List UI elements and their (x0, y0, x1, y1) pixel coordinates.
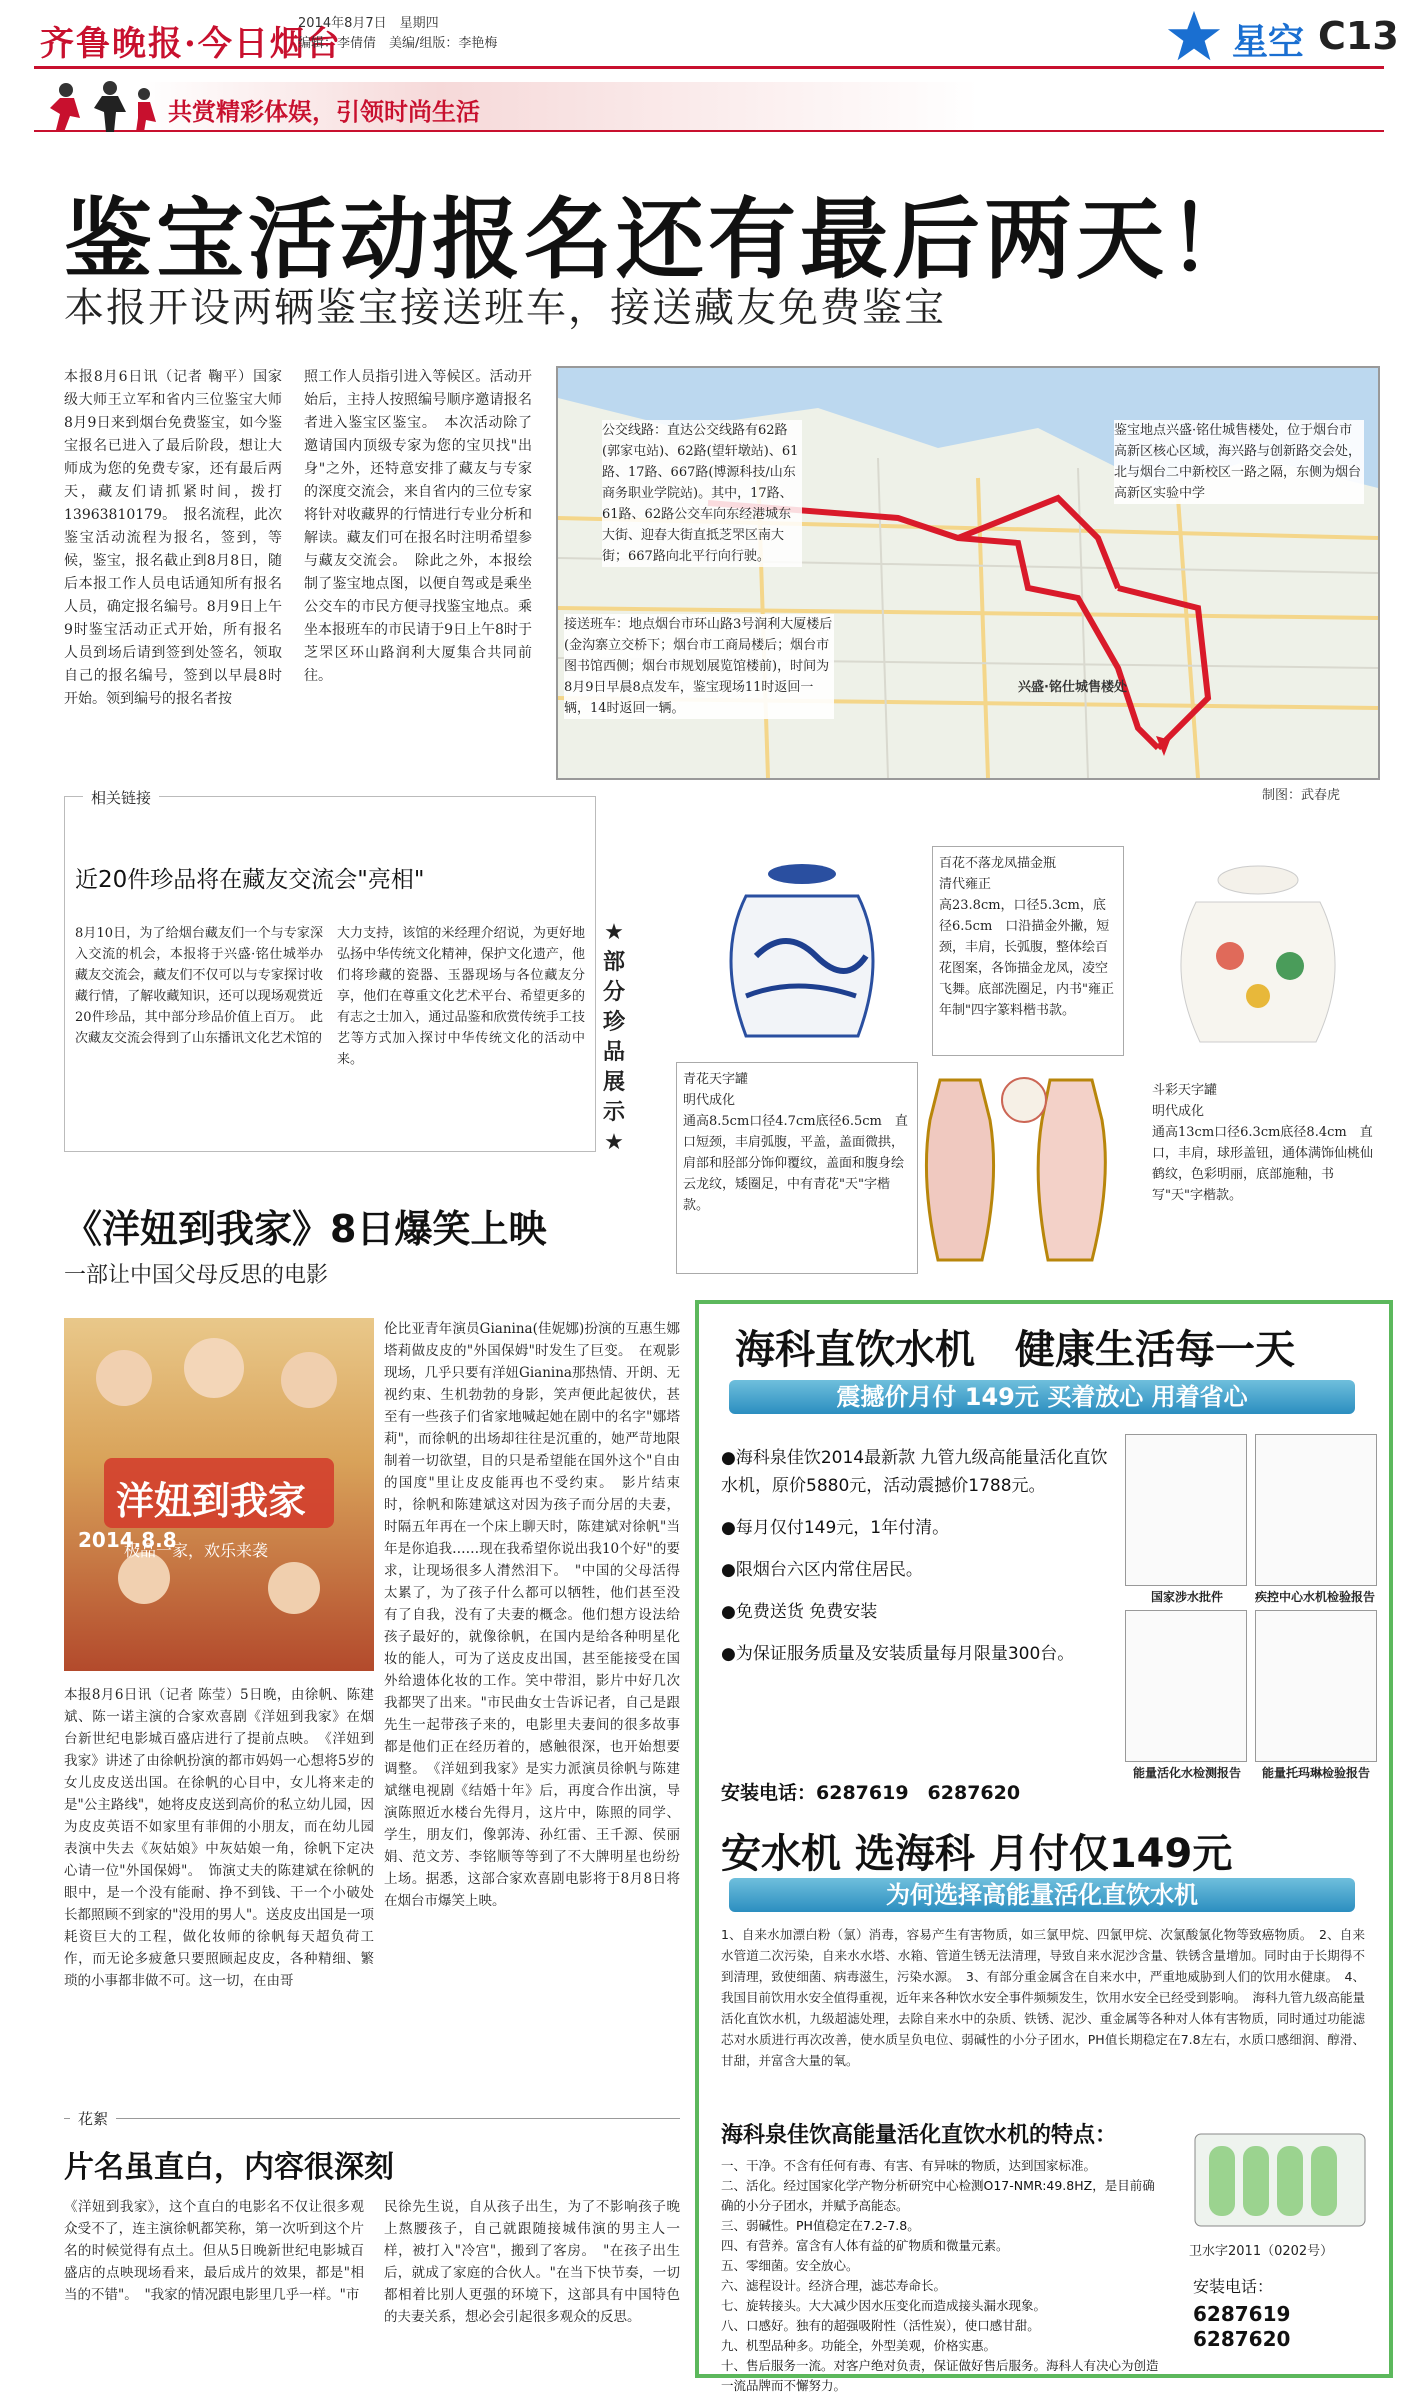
vase-2-name: 青花天字罐 (683, 1072, 749, 1087)
blue-white-jar-image (676, 846, 928, 1056)
vase-1-period: 清代雍正 (939, 877, 992, 892)
movie-column-1: 本报8月6日讯（记者 陈莹）5日晚，由徐帆、陈建斌、陈一诺主演的合家欢喜剧《洋妞到我家》在烟台新世纪电影城百盛店进行了提前点映。 《洋妞到我家》讲述了由徐帆扮演的都市妈妈一心想将5岁的女儿皮皮送出国。在徐帆的心目中，女儿将来走的是"公主路线"，她将皮皮送到高价的私立幼儿园，因为皮皮英语不如家里有菲佣的小朋友，而在幼儿园表演中失去《灰姑娘》中灰姑娘一角，徐帆下定决心请一位"外国保姆"。 饰演丈夫的陈建斌在徐帆的眼中，是一个没有能耐、挣不到钱、干一个小破处长都照顾不到家的"没用的男人"。送皮皮出国是一项耗资巨大的工程，做化妆师的徐帆每天超负荷工作，而无论多疲惫只要照顾起皮皮，各种精细、繁琐的小事都非做不可。这一切，在由哥 (64, 1687, 374, 1989)
lead-column-2: 照工作人员指引进入等候区。活动开始后，主持人按照编号顺序邀请报名者进入鉴宝区鉴宝。 本次活动除了邀请国内顶级专家为您的宝贝找"出身"之外，还特意安排了藏友与专家的深度交流会，来自省内的三位专家将针对收藏界的行情进行专业分析和解读。藏友们可在报名时注明希望参与藏友交流会。 除此之外，本报绘制了鉴宝地点图，以便自驾或是乘坐公交车的市民方便寻找鉴宝地点。乘坐本报班车的市民请于9日上午8时于芝罘区环山路润利大厦集合共同前往。 (304, 369, 532, 684)
ad-features-title: 海科泉佳饮高能量活化直饮水机的特点： (721, 2123, 1118, 2148)
related-tag: 相关链接 (83, 787, 159, 808)
certificate-1-image (1125, 1434, 1247, 1586)
ad-features-list (721, 2156, 1161, 2396)
vase-3-period: 明代成化 (1152, 1104, 1205, 1119)
date-line: 2014年8月7日 星期四 (298, 16, 439, 31)
vase-1-text: 高23.8cm，口径5.3cm，底径6.5cm 口沿描金外撇，短颈，丰肩，长弧腹，整体绘百花图案，各饰描金龙凤，凌空飞舞。底部洗圈足，内书"雍正年制"四字篆料楷书款。 (939, 898, 1114, 1018)
ad-license: 卫水字2011（0202号） (1189, 2244, 1334, 2259)
ad-feature-4: 四、有营养。富含有人体有益的矿物质和微量元素。 (721, 2238, 1009, 2253)
vase-3-text: 通高13cm口径6.3cm底径8.4cm 直口，丰肩，球形盖钮，通体满饰仙桃仙鹤纹，色彩明丽，底部施釉，书写"天"字楷款。 (1152, 1125, 1374, 1203)
certificate-4-image (1255, 1610, 1377, 1762)
doucai-jar-image (1130, 846, 1385, 1056)
ad-phone-1: 安装电话：6287619 6287620 (721, 1782, 1021, 1804)
ad-title-2: 安水机 选海科 月付仅149元 (721, 1831, 1233, 1877)
ad-feature-5: 五、零细菌。安全放心。 (721, 2258, 859, 2273)
banner-slogan: 共赏精彩体娱，引领时尚生活 (168, 98, 480, 126)
vase-2-caption (677, 1063, 917, 1222)
certificate-3-label: 能量活化水检测报告 (1132, 1766, 1241, 1780)
venue-map (556, 366, 1380, 780)
ad-bullets (721, 1444, 1121, 1668)
ad-reasons: 1、自来水加漂白粉（氯）消毒，容易产生有害物质，如三氯甲烷、四氯甲烷、次氯酸氯化物等致癌物质。 2、自来水管道二次污染，自来水水塔、水箱、管道生锈无法清理，导致自来水泥沙含量、铁锈含量增加。同时由于长期得不到清理，致使细菌、病毒滋生，污染水源。 3、有部分重金属含在自来水中，严重地威胁到人们的饮用水健康。 4、我国目前饮用水安全值得重视，近年来各种饮水安全事件频频发生，饮用水安全已经受到影响。 海科九管九级高能量活化直饮水机，九级超滤处理，去除自来水中的杂质、铁锈、泥沙、重金属等各种对人体有害物质，同时通过功能滤芯对水质进行再次改善，使水质呈负电位、弱碱性的小分子团水，PH值长期稳定在7.8左右，水质口感细润、醇滑、甘甜，并富含大量的氧。 (721, 1927, 1365, 2068)
trivia-tag: 花絮 (70, 2108, 116, 2129)
movie-headline: 《洋妞到我家》8日爆笑上映 (64, 1207, 547, 1251)
performers-icon (40, 78, 160, 134)
certificate-2-label: 疾控中心水机检验报告 (1254, 1590, 1375, 1604)
section-name: 星空 (1232, 22, 1305, 63)
trivia-headline: 片名虽直白，内容很深刻 (64, 2150, 394, 2185)
exhibit-vertical-label: ★部分珍品展示★ (602, 920, 625, 1155)
ad-bullet-5: ●为保证服务质量及安装质量每月限量300台。 (721, 1644, 1075, 1664)
ad-feature-7: 七、旋转接头。大大减少因水压变化而造成接头漏水现象。 (721, 2298, 1047, 2313)
related-column-2: 大力支持，该馆的米经理介绍说，为更好地弘扬中华传统文化精神，保护文化遗产，他们将珍藏的瓷器、玉器现场与各位藏友分享，他们在尊重文化艺术平台、希望更多的有志之士加入，通过品鉴和欣赏传统手工技艺等方式加入探讨中华传统文化的活动中来。 (337, 926, 585, 1067)
related-column-1: 8月10日，为了给烟台藏友们一个与专家深入交流的机会，本报将于兴盛·铭仕城举办藏友交流会，藏友们不仅可以与专家探讨收藏行情，了解收藏知识，还可以现场观赏近20件珍品，其中部分珍品价值上百万。 此次藏友交流会得到了山东播讯文化艺术馆的 (75, 926, 323, 1046)
ad-title: 海科直饮水机 健康生活每一天 (735, 1327, 1295, 1373)
vase-caption-box-3 (1152, 1080, 1384, 1206)
editors-line: 编辑：李倩倩 美编/组版：李艳梅 (298, 36, 498, 51)
certificate-1-label: 国家涉水批件 (1150, 1590, 1223, 1604)
gilded-vases-image (920, 1060, 1128, 1272)
ad-phone-2: 6287619 6287620 (1193, 2302, 1311, 2351)
map-shuttle-note: 接送班车：地点烟台市环山路3号润利大厦楼后(金沟寨立交桥下；烟台市工商局楼后；烟台市图书馆西侧；烟台市规划展览馆楼前)，时间为8月9日早晨8点发车，鉴宝现场11时返回一辆，14时返回一辆。 (564, 614, 834, 719)
ad-feature-2: 二、活化。经过国家化学产物分析研究中心检测O17-NMR:49.8HZ，是目前确确的小分子团水，并赋予高能态。 (721, 2178, 1155, 2213)
lead-column-1: 本报8月6日讯（记者 鞠平）国家级大师王立军和省内三位鉴宝大师8月9日来到烟台免费鉴宝，如今鉴宝报名已进入了最后阶段，想让大师成为您的免费专家，还有最后两天，藏友们请抓紧时间，拨打13963810179。 报名流程，此次鉴宝活动流程为报名，签到，等候，鉴宝，报名截止到8月8日，随后本报工作人员电话通知所有报名人员，确定报名编号。8月9日上午9时鉴宝活动正式开始，所有报名人员到场后请到签到处签名，领取自己的报名编号，签到以早晨8时开始。领到编号的报名者按 (64, 369, 282, 707)
related-link-box (64, 789, 596, 1152)
movie-poster-image (64, 1318, 374, 1671)
vase-2-period: 明代成化 (683, 1093, 736, 1108)
certificate-2-image (1255, 1434, 1377, 1586)
ad-feature-1: 一、干净。不含有任何有毒、有害、有异味的物质，达到国家标准。 (721, 2158, 1097, 2173)
ad-feature-3: 三、弱碱性。PH值稳定在7.2-7.8。 (721, 2218, 920, 2233)
ad-bullet-1: ●海科泉佳饮2014最新款 九管九级高能量活化直饮水机，原价5880元，活动震撼价1788元。 (721, 1448, 1108, 1496)
paper-logo: 齐鲁晚报·今日烟台 (40, 24, 342, 64)
ad-bullet-2: ●每月仅付149元，1年付清。 (721, 1518, 950, 1538)
ad-bullet-3: ●限烟台六区内常住居民。 (721, 1560, 923, 1580)
ad-feature-10: 十、售后服务一流。对客户绝对负责，保证做好售后服务。海科人有决心为创造一流品牌而不懈努力。 (721, 2358, 1159, 2393)
trivia-rule (64, 2118, 680, 2119)
map-bus-note: 公交线路：直达公交线路有62路(郭家屯站)、62路(望轩墩站)、61路、17路、667路(博源科技/山东商务职业学院站)。其中，17路、61路、62路公交车向东经港城东大街、迎春大街直抵芝罘区南大街；667路向北平行向行驶。 (602, 420, 802, 567)
related-title: 近20件珍品将在藏友交流会"亮相" (75, 867, 425, 893)
issue-meta (298, 14, 497, 54)
movie-column-2: 伦比亚青年演员Gianina(佳妮娜)扮演的互惠生娜塔莉做皮皮的"外国保姆"时发生了巨变。 在观影现场，几乎只要有洋妞Gianina那热情、开朗、无视约束、生机勃勃的身影，笑声便此起彼伏，甚至有一些孩子们省家地喊起她在剧中的名字"娜塔莉"，而徐帆的出场却往往是沉重的，她严苛地限制着一切欲望，目的只是希望能在国外这个"自由的国度"里让皮皮能再也不受约束。 影片结束时，徐帆和陈建斌这对因为孩子而分居的夫妻，时隔五年再在一个床上聊天时，陈建斌对徐帆"当年是你追我……现在我希望你说出我10个好"的要求，让现场很多人潸然泪下。 "中国的父母活得太累了，为了孩子什么都可以牺牲，他们甚至没有了自我，没有了夫妻的概念。他们想方设法给孩子最好的，就像徐帆，在国内是给各种明星化妆的能人，可为了送皮皮出国，甚至能接受在国外给遗体化妆的工作。笑中带泪，影片中好几次我都哭了出来。"市民曲女士告诉记者，自己是跟先生一起带孩子来的，电影里夫妻间的很多故事都是他们正在经历着的，感触很深，也开始想要调整。 《洋妞到我家》是实力派演员徐帆与陈建斌继电视剧《结婚十年》后，再度合作出演，导演陈照近水楼台先得月，这片中，陈照的同学、学生，朋友们，像郭涛、孙红雷、王千源、侯丽娟、范文芳、李铭顺等等到了不大牌明星也纷纷上场。据悉，这部合家欢喜剧电影将于8月8日将在烟台市爆笑上映。 (384, 1321, 680, 1909)
lead-subhead: 本报开设两辆鉴宝接送班车，接送藏友免费鉴宝 (64, 285, 946, 331)
poster-date: 2014.8.8 (78, 1528, 177, 1552)
page-number: C13 (1318, 14, 1399, 58)
ad-feature-8: 八、口感好。独有的超强吸附性（活性炭），使口感甘甜。 (721, 2318, 1040, 2333)
ad-reason-bar: 为何选择高能量活化直饮水机 (729, 1878, 1355, 1912)
trivia-column-1: 《洋妞到我家》，这个直白的电影名不仅让很多观众受不了，连主演徐帆都笑称，第一次听到这个片名的时候觉得有点土。但从5日晚新世纪电影城百盛店的点映现场看来，最后成片的效果，都是"相当的不错"。 "我家的情况跟电影里几乎一样。"市 (64, 2199, 364, 2303)
movie-subheadline: 一部让中国父母反思的电影 (64, 1263, 329, 1288)
ad-phone-2-label: 安装电话： (1193, 2277, 1274, 2296)
trivia-column-2: 民徐先生说，自从孩子出生，为了不影响孩子晚上熬腰孩子，自己就跟随接城伟演的男主人一样，被打入"冷宫"，搬到了客房。 "在孩子出生后，就成了家庭的合伙人。"在当下快节奏，一切都相着比别人更强的环境下，这部具有中国特色的夫妻关系，想必会引起很多观众的反思。 (384, 2199, 680, 2325)
ad-feature-9: 九、机型品种多。功能全，外型美观，价格实惠。 (721, 2338, 997, 2353)
water-purifier-ad (695, 1300, 1393, 2393)
map-site-note: 鉴宝地点兴盛·铭仕城售楼处，位于烟台市高新区核心区域，海兴路与创新路交会处，北与烟台二中新校区一路之隔，东侧为烟台高新区实验中学 (1114, 420, 1364, 504)
map-place-label: 兴盛·铭仕城售楼处 (1018, 680, 1127, 695)
vase-2-text: 通高8.5cm口径4.7cm底径6.5cm 直口短颈，丰肩弧腹，平盖，盖面微拱，肩部和胫部分饰仰覆纹，盖面和腹身绘云龙纹，矮圈足，中有青花"天"字楷款。 (683, 1114, 908, 1213)
purifier-product-image (1185, 2124, 1375, 2234)
vase-3-name: 斗彩天字罐 (1152, 1083, 1218, 1098)
lead-headline: 鉴宝活动报名还有最后两天！ (64, 188, 1261, 291)
poster-title: 洋妞到我家 (116, 1479, 307, 1523)
ad-feature-6: 六、滤程设计。经济合理，滤芯寿命长。 (721, 2278, 947, 2293)
certificate-3-image (1125, 1610, 1247, 1762)
poster-tagline: 极品一家，欢乐来袭 (124, 1541, 269, 1560)
vase-1-name: 百花不落龙凤描金瓶 (939, 856, 1057, 871)
star-icon (1165, 8, 1223, 66)
ad-price-bar: 震撼价月付 149元 买着放心 用着省心 (729, 1380, 1355, 1414)
top-rule (34, 66, 1384, 69)
map-credit: 制图：武春虎 (1262, 788, 1341, 803)
certificate-4-label: 能量托玛琳检验报告 (1261, 1766, 1370, 1780)
vase-3-caption (1152, 1080, 1384, 1206)
vase-caption-box-1 (932, 846, 1124, 1056)
ad-bullet-4: ●免费送货 免费安装 (721, 1602, 878, 1622)
vase-caption-box-2 (676, 1062, 918, 1274)
vase-1-caption (933, 847, 1123, 1027)
